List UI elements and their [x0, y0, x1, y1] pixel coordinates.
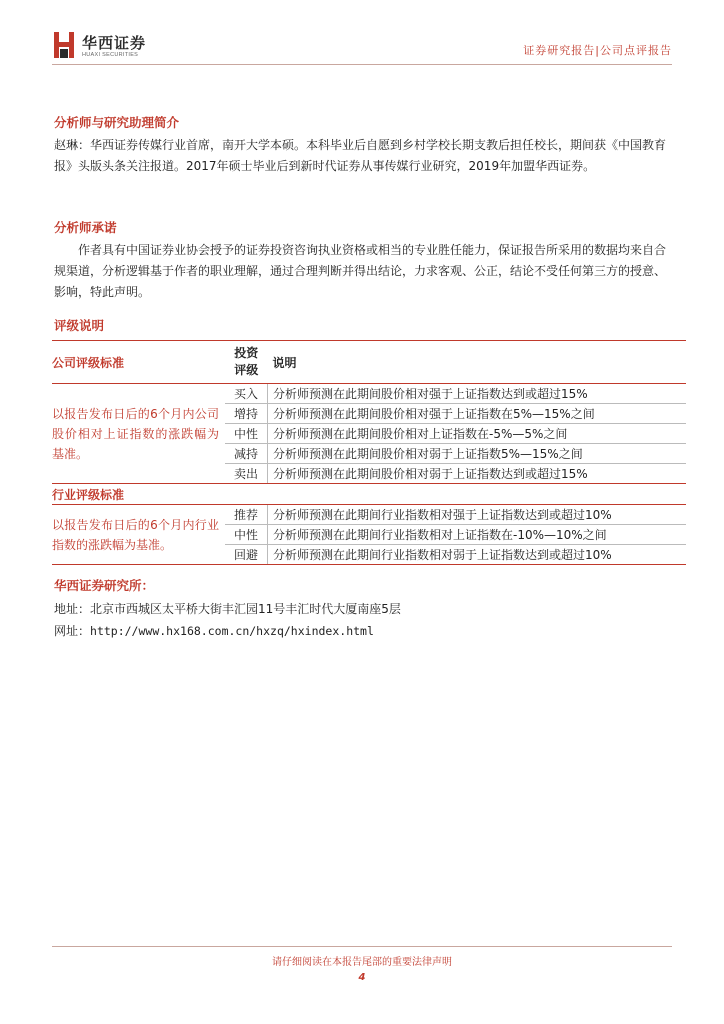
legal-notice: 请仔细阅读在本报告尾部的重要法律声明 [272, 957, 452, 968]
website-link[interactable]: http://www.hx168.com.cn/hxzq/hxindex.html [90, 624, 374, 638]
description-column-header: 说明 [268, 341, 687, 384]
industry-basis-text: 以报告发布日后的6个月内行业指数的涨跌幅为基准。 [52, 505, 225, 565]
commitment-title: 分析师承诺 [54, 220, 117, 235]
description-cell: 分析师预测在此期间股价相对弱于上证指数达到或超过15% [268, 464, 687, 484]
industry-standard-header: 行业评级标准 [52, 484, 225, 505]
analyst-intro-title: 分析师与研究助理简介 [54, 115, 180, 130]
commitment-text [54, 240, 670, 303]
rating-cell: 中性 [225, 525, 268, 545]
description-cell: 分析师预测在此期间股价相对弱于上证指数5%—15%之间 [268, 444, 687, 464]
rating-cell: 推荐 [225, 505, 268, 525]
page-number: 4 [358, 972, 366, 983]
company-logo [54, 30, 146, 62]
report-type-label: 证券研究报告|公司点评报告 [523, 44, 672, 57]
analyst-intro-paragraph: 赵琳：华西证券传媒行业首席，南开大学本硕。本科毕业后自愿到乡村学校长期支教后担任校长，期间获《中国教育报》头版头条关注报道。2017年硕士毕业后到新时代证券从事传媒行业研究，2019年加盟华西证券。 [54, 138, 667, 173]
rating-cell: 增持 [225, 404, 268, 424]
description-cell: 分析师预测在此期间行业指数相对弱于上证指数达到或超过10% [268, 545, 687, 565]
description-cell: 分析师预测在此期间行业指数相对强于上证指数达到或超过10% [268, 505, 687, 525]
logo-name-cn: 华西证券 [82, 34, 147, 52]
analyst-intro-text [54, 135, 670, 177]
rating-cell: 减持 [225, 444, 268, 464]
description-cell: 分析师预测在此期间股价相对上证指数在-5%—5%之间 [268, 424, 687, 444]
rating-cell: 买入 [225, 384, 268, 404]
rating-column-header: 投资 评级 [225, 341, 268, 384]
institute-address: 地址：北京市西城区太平桥大街丰汇园11号丰汇时代大厦南座5层 [54, 602, 401, 616]
commitment-paragraph: 作者具有中国证券业协会授予的证券投资咨询执业资格或相当的专业胜任能力，保证报告所采用的数据均来自合规渠道，分析逻辑基于作者的职业理解，通过合理判断并得出结论，力求客观、公正，结论不受任何第三方的授意、影响，特此声明。 [54, 243, 667, 299]
website-label: 网址： [54, 624, 91, 638]
footer-divider [52, 946, 672, 947]
rating-cell: 卖出 [225, 464, 268, 484]
rating-table [52, 340, 686, 565]
table-row [52, 505, 686, 525]
rating-cell: 中性 [225, 424, 268, 444]
description-cell: 分析师预测在此期间股价相对强于上证指数在5%—15%之间 [268, 404, 687, 424]
industry-standard-row [52, 484, 686, 505]
table-row [52, 384, 686, 404]
header-divider [52, 64, 672, 65]
rating-table-header [52, 341, 686, 384]
huaxi-logo-icon [54, 32, 74, 58]
institute-title: 华西证券研究所： [54, 578, 155, 593]
logo-name-en: HUAXI SECURITIES [82, 52, 139, 58]
company-standard-header: 公司评级标准 [52, 341, 225, 384]
description-cell: 分析师预测在此期间行业指数相对上证指数在-10%—10%之间 [268, 525, 687, 545]
company-basis-text: 以报告发布日后的6个月内公司股价相对上证指数的涨跌幅为基准。 [52, 384, 225, 484]
description-cell: 分析师预测在此期间股价相对强于上证指数达到或超过15% [268, 384, 687, 404]
institute-website [54, 622, 374, 639]
rating-cell: 回避 [225, 545, 268, 565]
rating-title: 评级说明 [54, 318, 105, 333]
